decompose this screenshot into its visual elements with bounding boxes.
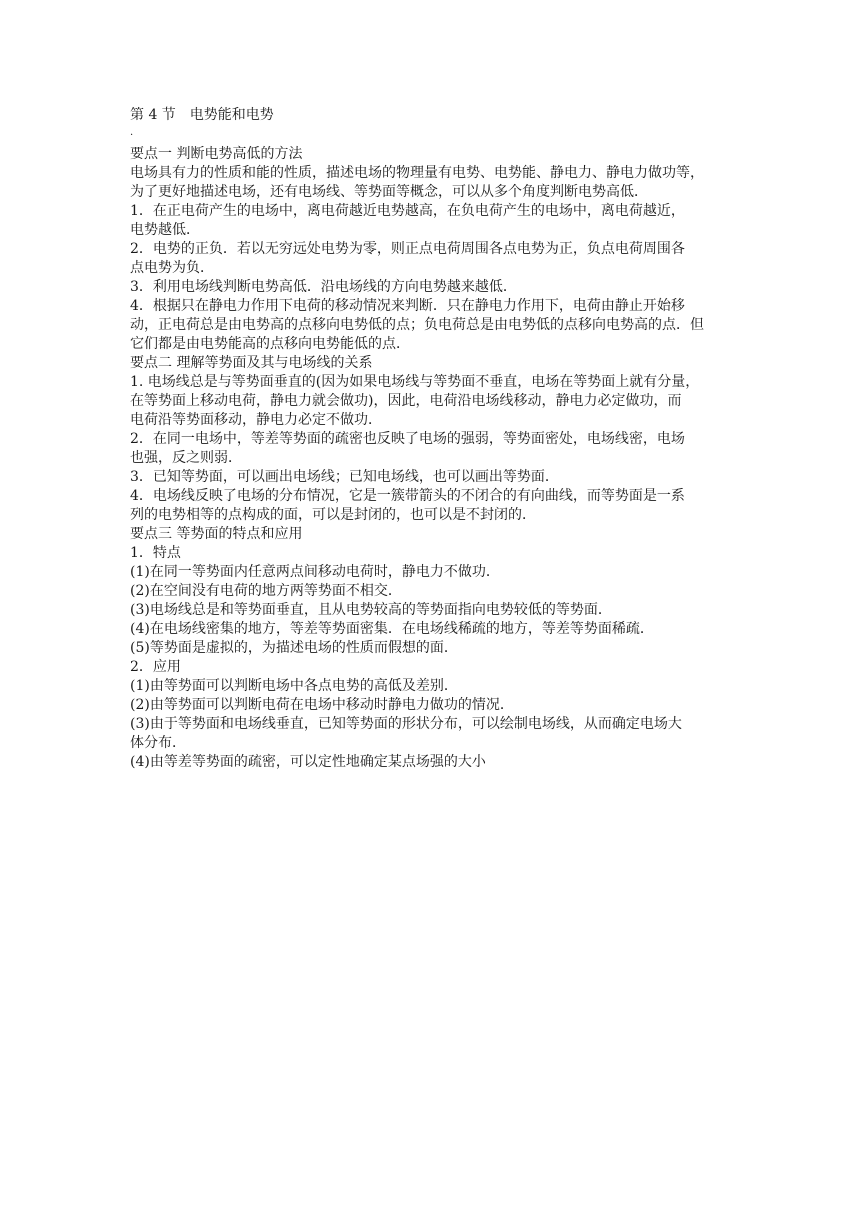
paragraph-line: 3．已知等势面，可以画出电场线；已知电场线，也可以画出等势面． xyxy=(130,469,559,485)
list-item: (3)电场线总是和等势面垂直，且从电势较高的等势面指向电势较低的等势面． xyxy=(130,602,612,618)
paragraph-line: 列的电势相等的点构成的面，可以是封闭的，也可以是不封闭的． xyxy=(130,507,536,523)
paragraph-line: 在等势面上移动电荷，静电力就会做功)，因此，电荷沿电场线移动，静电力必定做功，而 xyxy=(130,393,682,409)
paragraph-line: 1．在正电荷产生的电场中，离电荷越近电势越高，在负电荷产生的电场中，离电荷越近， xyxy=(130,203,685,219)
paragraph-line: 电场具有力的性质和能的性质，描述电场的物理量有电势、电势能、静电力、静电力做功等， xyxy=(130,165,704,181)
paragraph-line: 3．利用电场线判断电势高低．沿电场线的方向电势越来越低． xyxy=(130,279,517,295)
paragraph-line: 2．电势的正负．若以无穷远处电势为零，则正点电荷周围各点电势为正，负点电荷周围各 xyxy=(130,241,685,257)
document-body xyxy=(130,106,736,772)
paragraph-line: 为了更好地描述电场，还有电场线、等势面等概念，可以从多个角度判断电势高低． xyxy=(130,184,648,200)
list-item: (2)由等势面可以判断电荷在电场中移动时静电力做功的情况． xyxy=(130,697,514,713)
heading-point-1: 要点一 判断电势高低的方法 xyxy=(130,146,303,162)
paragraph-line: 电势越低． xyxy=(130,222,200,238)
paragraph-line: 点电势为负． xyxy=(130,260,214,276)
paragraph-line: 电荷沿等势面移动，静电力必定不做功． xyxy=(130,412,382,428)
section-title: 第 4 节 电势能和电势 xyxy=(130,107,274,123)
paragraph-line: 也强，反之则弱． xyxy=(130,450,242,466)
paragraph-line: 动，正电荷总是由电势高的点移向电势低的点；负电荷总是由电势低的点移向电势高的点．但 xyxy=(130,317,704,333)
list-item: (5)等势面是虚拟的，为描述电场的性质而假想的面． xyxy=(130,640,458,656)
list-item: (4)由等差等势面的疏密，可以定性地确定某点场强的大小 xyxy=(130,754,486,770)
stray-dot: . xyxy=(130,127,134,138)
subheading-applications: 2．应用 xyxy=(130,659,181,675)
list-item: (3)由于等势面和电场线垂直，已知等势面的形状分布，可以绘制电场线，从而确定电场大 xyxy=(130,716,682,732)
paragraph-line: 2．在同一电场中，等差等势面的疏密也反映了电场的强弱，等势面密处，电场线密，电场 xyxy=(130,431,685,447)
paragraph-line: 4．根据只在静电力作用下电荷的移动情况来判断．只在静电力作用下，电荷由静止开始移 xyxy=(130,298,685,314)
paragraph-line: 4．电场线反映了电场的分布情况，它是一簇带箭头的不闭合的有向曲线，而等势面是一系 xyxy=(130,488,685,504)
paragraph-line: 1. 电场线总是与等势面垂直的(因为如果电场线与等势面不垂直，电场在等势面上就有分量， xyxy=(130,374,700,390)
paragraph-line: 它们都是由电势能高的点移向电势能低的点． xyxy=(130,336,410,352)
subheading-features: 1．特点 xyxy=(130,545,181,561)
list-item: 体分布． xyxy=(130,735,186,751)
list-item: (1)在同一等势面内任意两点间移动电荷时，静电力不做功． xyxy=(130,564,500,580)
list-item: (1)由等势面可以判断电场中各点电势的高低及差别． xyxy=(130,678,458,694)
list-item: (4)在电场线密集的地方，等差等势面密集．在电场线稀疏的地方，等差等势面稀疏． xyxy=(130,621,654,637)
heading-point-3: 要点三 等势面的特点和应用 xyxy=(130,526,303,542)
list-item: (2)在空间没有电荷的地方两等势面不相交． xyxy=(130,583,402,599)
heading-point-2: 要点二 理解等势面及其与电场线的关系 xyxy=(130,355,373,371)
